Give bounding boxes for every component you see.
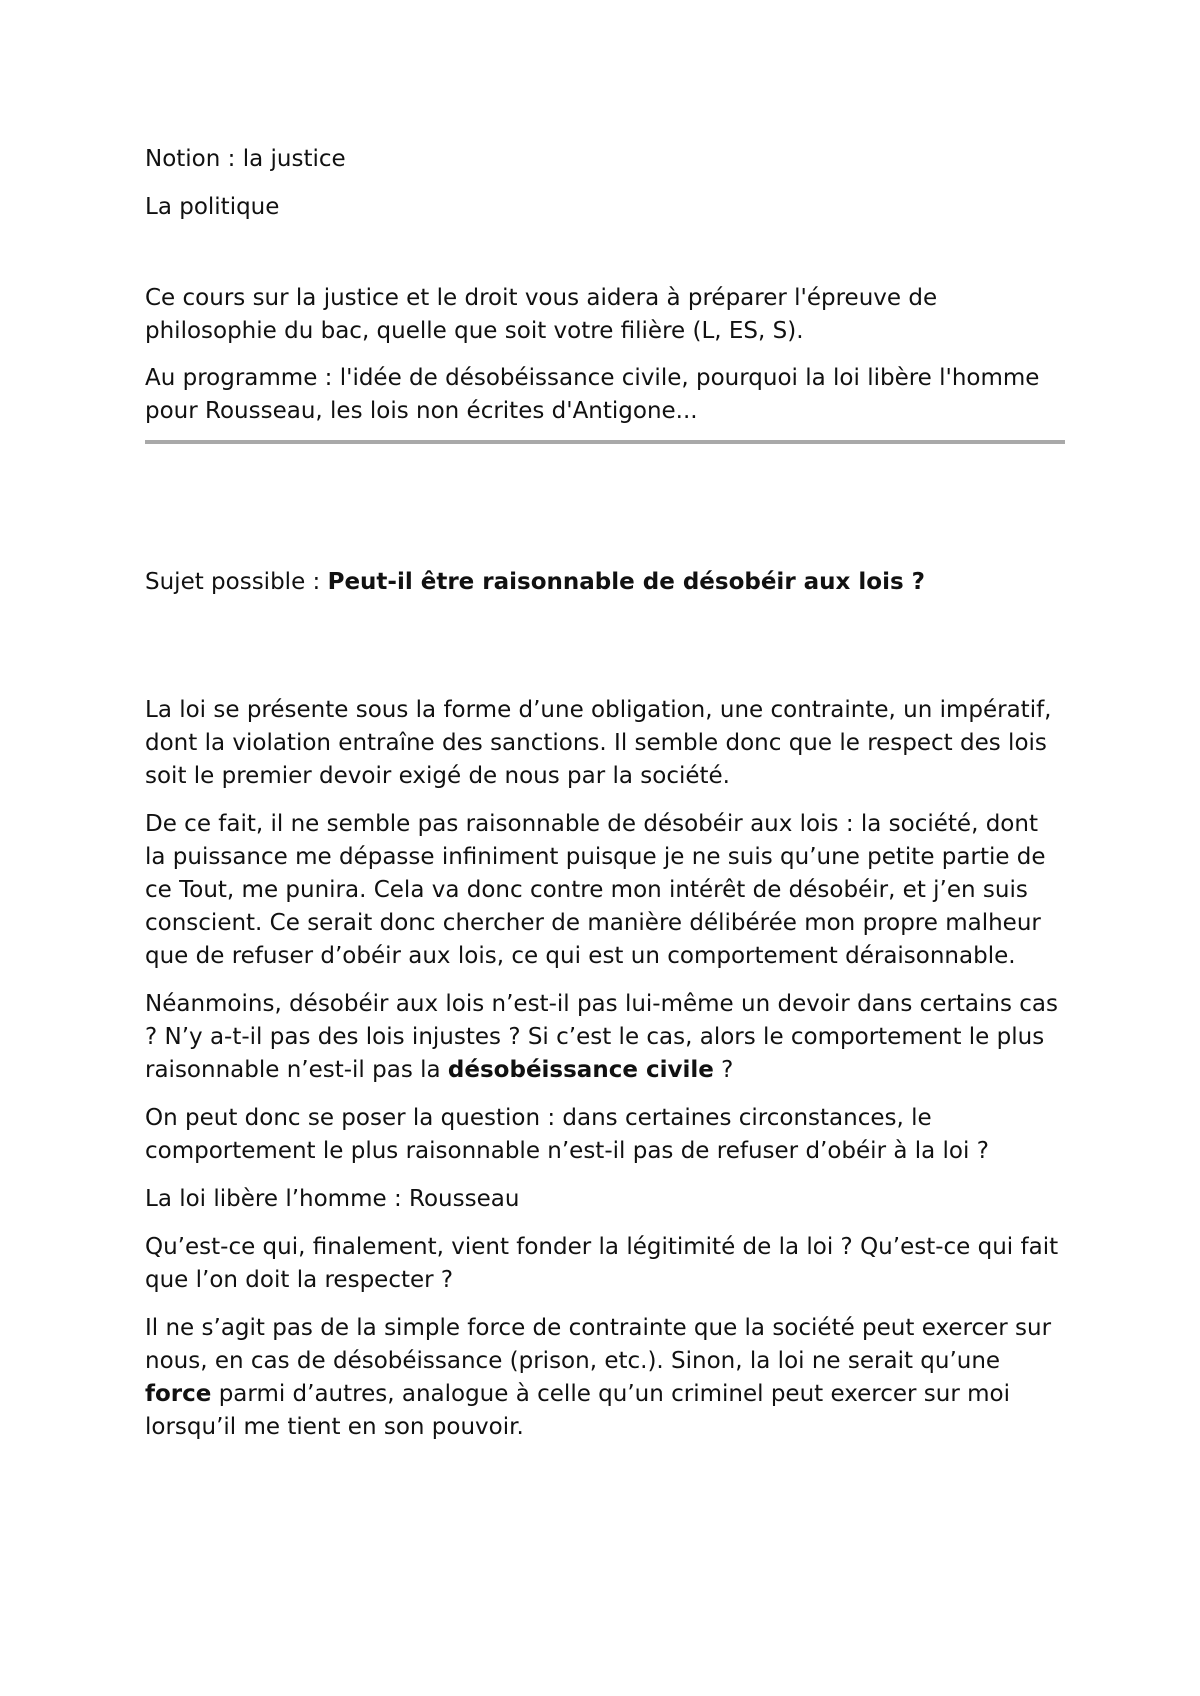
body-paragraph-3 bbox=[145, 988, 1065, 1087]
body-paragraph-2: De ce fait, il ne semble pas raisonnable de désobéir aux lois : la société, dont la puissance me dépasse infiniment puisque je ne suis qu’une petite partie de ce Tout, me punira. Cela va donc contre mon intérêt de désobéir, et j’en suis conscient. Ce serait donc chercher de manière délibérée mon propre malheur que de refuser d’obéir aux lois, ce qui est un comportement déraisonnable. bbox=[145, 811, 1046, 969]
intro-paragraph-1: Ce cours sur la justice et le droit vous aidera à préparer l'épreuve de philosophie du bac, quelle que soit votre filière (L, ES, S). bbox=[145, 285, 938, 344]
body-paragraph-7-text: Il ne s’agit pas de la simple force de contrainte que la société peut exercer sur nous, en cas de désobéissance (prison, etc.). Sinon, la loi ne serait qu’une bbox=[145, 1315, 1052, 1374]
body-paragraph-7-end: parmi d’autres, analogue à celle qu’un criminel peut exercer sur moi lorsqu’il me tient en son pouvoir. bbox=[145, 1381, 1011, 1440]
intro-paragraph-2: Au programme : l'idée de désobéissance civile, pourquoi la loi libère l'homme pour Rousseau, les lois non écrites d'Antigone... bbox=[145, 365, 1040, 424]
body-paragraph-6: Qu’est-ce qui, finalement, vient fonder la légitimité de la loi ? Qu’est-ce qui fait que l’on doit la respecter ? bbox=[145, 1234, 1059, 1293]
subject-label: Sujet possible : bbox=[145, 569, 328, 595]
body-paragraph-3-text: Néanmoins, désobéir aux lois n’est-il pas lui-même un devoir dans certains cas ? N’y a-t-il pas des lois injustes ? Si c’est le cas, alors le comportement le plus raisonnable n’est-il pas la bbox=[145, 991, 1058, 1083]
theme-line: La politique bbox=[145, 194, 280, 220]
body-paragraph-3-end: ? bbox=[713, 1057, 734, 1083]
civil-disobedience-term: désobéissance civile bbox=[447, 1057, 714, 1083]
subject-question: Peut-il être raisonnable de désobéir aux lois ? bbox=[327, 569, 926, 595]
body-paragraph-4: On peut donc se poser la question : dans certaines circonstances, le comportement le plus raisonnable n’est-il pas de refuser d’obéir à la loi ? bbox=[145, 1105, 989, 1164]
document-page bbox=[145, 143, 1065, 1444]
body-paragraph-7 bbox=[145, 1312, 1065, 1444]
subject-line bbox=[145, 566, 1065, 599]
body-paragraph-1: La loi se présente sous la forme d’une obligation, une contrainte, un impératif, dont la violation entraîne des sanctions. Il semble donc que le respect des lois soit le premier devoir exigé de nous par la société. bbox=[145, 697, 1052, 789]
notion-line: Notion : la justice bbox=[145, 146, 346, 172]
force-term: force bbox=[145, 1381, 212, 1407]
horizontal-divider bbox=[145, 440, 1065, 444]
section-heading-rousseau: La loi libère l’homme : Rousseau bbox=[145, 1186, 520, 1212]
